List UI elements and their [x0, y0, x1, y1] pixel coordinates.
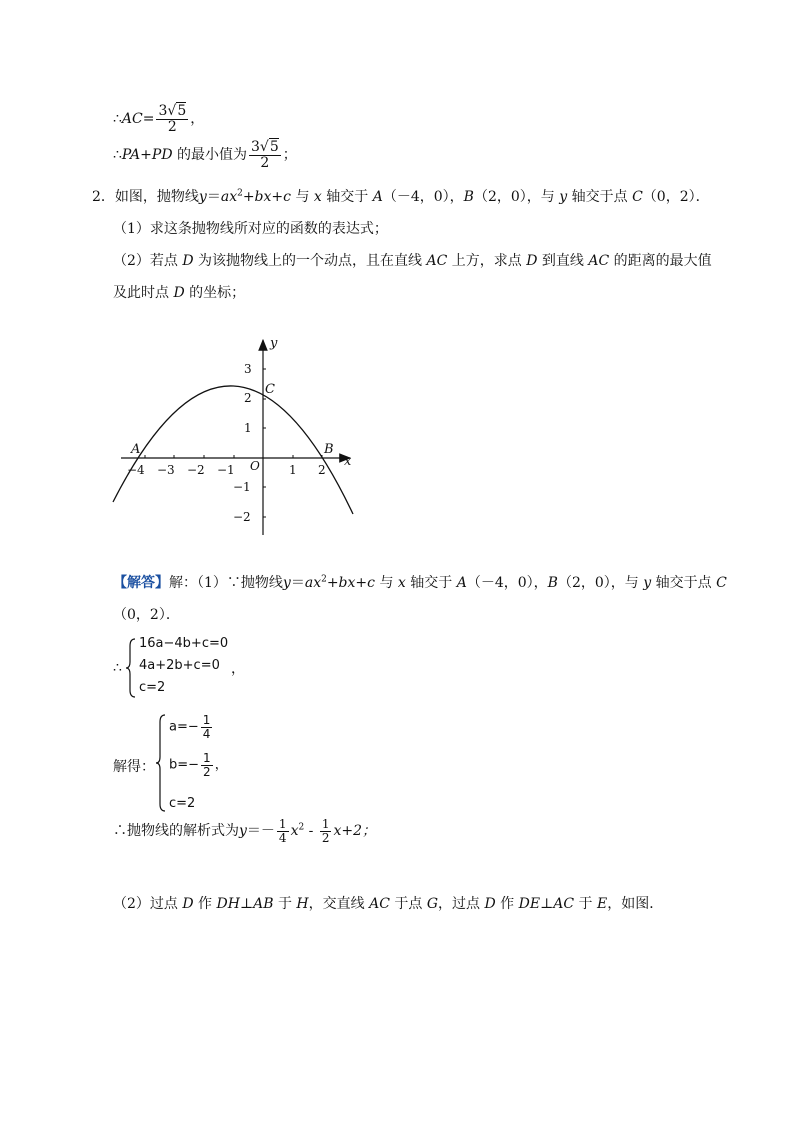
solution-values — [113, 712, 333, 816]
x-axis-label: x — [344, 454, 352, 469]
segment-ac-label: AC — [121, 111, 143, 128]
question-2 — [113, 250, 712, 270]
fraction — [201, 752, 213, 778]
solution-b — [169, 752, 228, 778]
solution-c: c=2 — [169, 796, 196, 811]
problem-statement — [92, 186, 710, 206]
solution-line-2 — [113, 604, 180, 624]
text: 轴交于 — [321, 189, 373, 205]
segment-label: AB — [253, 896, 274, 912]
text: ＝ — [206, 189, 221, 205]
text: ⊥ — [239, 896, 254, 912]
ac-num-coef: 3 — [158, 103, 168, 119]
min-tail: ； — [282, 147, 297, 164]
var: y — [239, 823, 247, 840]
min-num-radicand: 5 — [269, 139, 279, 155]
ac-denominator: 2 — [167, 118, 177, 135]
text: 到直线 — [537, 253, 589, 269]
text: （－4，0）， — [382, 189, 464, 205]
line-label: AC — [588, 253, 610, 269]
min-num-coef: 3 — [251, 139, 260, 155]
text: 作 — [495, 896, 519, 912]
point-label: E — [596, 896, 608, 912]
ac-value-line — [113, 104, 204, 134]
line-label: AC — [426, 253, 448, 269]
text: 及此时点 — [113, 285, 174, 301]
equation-tail: ， — [231, 661, 245, 677]
fraction — [320, 818, 332, 844]
therefore-symbol: ∴ — [113, 660, 122, 676]
solution-a — [169, 714, 214, 740]
var: y — [643, 575, 652, 591]
min-value-line — [113, 140, 297, 170]
y-tick-label: 1 — [244, 421, 252, 435]
var: y — [198, 189, 207, 205]
point-label: A — [372, 189, 383, 205]
min-denominator: 2 — [260, 154, 270, 171]
text: 为该抛物线上的一个动点，且在直线 — [193, 253, 427, 269]
var: x — [397, 575, 406, 591]
text: 轴交于 — [405, 575, 457, 591]
var: x — [313, 189, 322, 205]
text: 轴交于点 — [651, 575, 717, 591]
y-tick-label: 2 — [244, 391, 252, 405]
text: ＝ — [290, 575, 305, 591]
exponent: 2 — [321, 574, 327, 585]
var: ax — [304, 575, 322, 591]
text: 的距离的最大值 — [609, 253, 712, 269]
text: 与 — [375, 575, 398, 591]
left-brace-icon — [125, 638, 137, 698]
text: 解：（1）∵抛物线 — [169, 575, 283, 591]
text: 作 — [193, 896, 217, 912]
text: （2，0），与 — [557, 575, 644, 591]
denominator: 4 — [202, 726, 211, 741]
ac-tail: ， — [190, 111, 205, 128]
point-label: A — [456, 575, 467, 591]
numerator: 1 — [203, 751, 211, 765]
y-axis-label: y — [270, 336, 278, 351]
x-tick-label: −4 — [127, 463, 145, 477]
text: 上方，求点 — [447, 253, 527, 269]
text: 如图，抛物线 — [114, 189, 199, 205]
equation-row: 4a+2b+c=0 — [139, 658, 220, 673]
equation-row: 16a−4b+c=0 — [139, 636, 229, 651]
text: ，如图． — [607, 896, 664, 912]
parabola-result-line — [113, 818, 376, 844]
parabola-curve — [113, 386, 353, 514]
point-label: C — [716, 575, 727, 591]
y-tick-label: −2 — [233, 510, 251, 524]
denominator: 4 — [278, 830, 287, 845]
point-a-label: A — [131, 442, 141, 457]
text: （2，0），与 — [473, 189, 560, 205]
question-2-line2 — [113, 282, 245, 302]
solution-part-2 — [113, 893, 663, 913]
solution-line-1 — [113, 572, 727, 592]
text: ∴抛物线的解析式为 — [113, 823, 239, 840]
therefore-symbol: ∴ — [113, 147, 122, 164]
text: （1）求这条抛物线所对应的函数的表达式； — [113, 221, 388, 237]
text: 于 — [273, 896, 297, 912]
exponent: 2 — [237, 188, 243, 199]
denominator: 2 — [321, 830, 330, 845]
ac-num-radicand: 5 — [177, 103, 187, 119]
min-fraction — [249, 140, 281, 170]
ac-fraction — [156, 104, 188, 134]
segment-label: DE — [518, 896, 541, 912]
point-label: D — [526, 253, 538, 269]
point-b-label: B — [324, 442, 334, 457]
solution-tag: 【解答】 — [113, 575, 169, 591]
line-label: AC — [369, 896, 390, 912]
sqrt-icon: √ — [259, 139, 269, 155]
y-tick-label: −1 — [233, 480, 251, 494]
point-label: G — [426, 896, 439, 912]
point-label: D — [484, 896, 496, 912]
parabola-graph — [105, 330, 365, 545]
origin-label: O — [250, 459, 260, 473]
denominator: 2 — [203, 764, 211, 779]
text: （2）过点 — [113, 896, 183, 912]
text: ＝－ — [246, 823, 275, 840]
text: 与 — [291, 189, 314, 205]
var: +bx+c — [326, 575, 375, 591]
text: （0，2）． — [642, 189, 710, 205]
text: 的坐标； — [184, 285, 246, 301]
x-tick-label: −2 — [187, 463, 205, 477]
segment-label: DH — [216, 896, 240, 912]
x-tick-label: −1 — [217, 463, 235, 477]
fraction — [201, 714, 213, 740]
solve-label: 解得： — [113, 759, 155, 775]
equals-sign: = — [142, 111, 155, 128]
numerator: 1 — [202, 713, 211, 727]
point-label: D — [182, 253, 194, 269]
text: ⊥ — [540, 896, 554, 912]
var: y — [282, 575, 291, 591]
text: ， — [214, 757, 228, 773]
x-tick-label: 2 — [318, 463, 326, 477]
point-label: B — [463, 189, 474, 205]
point-label: C — [632, 189, 643, 205]
text: 轴交于点 — [567, 189, 633, 205]
text: （－4，0）， — [466, 575, 548, 591]
point-c-label: C — [265, 382, 275, 397]
equation-row: c=2 — [139, 680, 166, 695]
sqrt-icon: √ — [167, 103, 177, 119]
text: a=− — [169, 719, 199, 735]
text: （2）若点 — [113, 253, 183, 269]
therefore-symbol: ∴ — [113, 111, 122, 128]
x-tick-label: −3 — [157, 463, 175, 477]
var: x — [290, 823, 299, 840]
var: x+2； — [333, 823, 377, 840]
y-tick-label: 3 — [244, 362, 252, 376]
x-tick-label: 1 — [289, 463, 297, 477]
question-1 — [113, 218, 388, 238]
text: 于 — [574, 896, 597, 912]
left-brace-icon — [155, 714, 167, 812]
var: +bx+c — [242, 189, 291, 205]
point-label: H — [296, 896, 309, 912]
text: b=− — [169, 757, 200, 773]
var: y — [559, 189, 568, 205]
pa-pd-label: PA+PD — [121, 147, 173, 164]
numerator: 1 — [278, 817, 287, 831]
point-label: D — [182, 896, 194, 912]
point-label: D — [173, 285, 185, 301]
text: ，交直线 — [308, 896, 370, 912]
equation-system — [113, 636, 313, 700]
min-text: 的最小值为 — [172, 147, 247, 164]
exponent: 2 — [298, 822, 305, 833]
text: 于点 — [389, 896, 427, 912]
numerator: 1 — [321, 817, 330, 831]
text: - — [304, 823, 318, 840]
point-label: B — [547, 575, 558, 591]
var: ax — [220, 189, 238, 205]
problem-number: 2． — [92, 189, 115, 205]
text: （0，2）． — [113, 607, 180, 623]
fraction — [277, 818, 289, 844]
text: ，过点 — [438, 896, 485, 912]
line-label: AC — [553, 896, 575, 912]
